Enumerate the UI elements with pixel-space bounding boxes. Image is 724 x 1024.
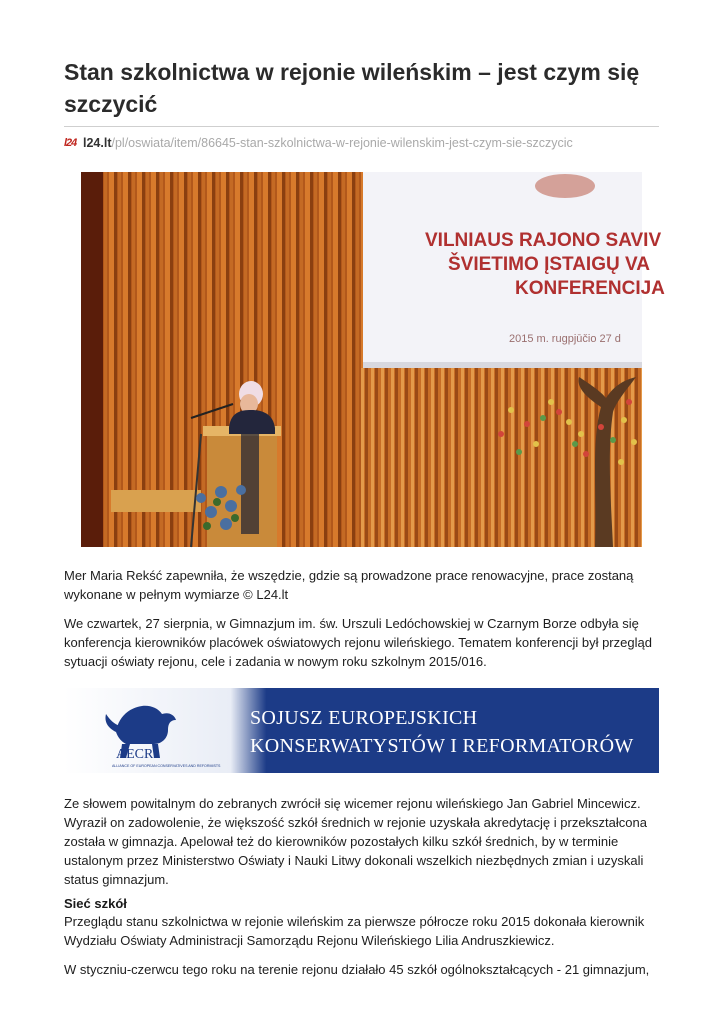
- screen-text-line2: ŠVIETIMO ĮSTAIGŲ VA: [448, 254, 650, 275]
- screen-date: 2015 m. rugpjūčio 27 d: [509, 333, 621, 345]
- source-line: [64, 134, 573, 152]
- paragraph-4: W styczniu-czerwcu tego roku na terenie rejonu działało 45 szkół ogólnokształcących - 21 gimnazjum,: [64, 962, 650, 977]
- aecr-logo-subtext: ALLIANCE OF EUROPEAN CONSERVATIVES AND REFORMISTS: [112, 764, 221, 768]
- aecr-logo-text: AECR: [116, 747, 154, 762]
- source-path: /pl/oswiata/item/86645-stan-szkolnictwa-w-rejonie-wilenskim-jest-czym-sie-szczycic: [111, 136, 573, 150]
- screen-text-line3: KONFERENCIJA: [515, 278, 665, 299]
- l24-logo-icon: l24: [64, 137, 77, 149]
- banner-line-1: SOJUSZ EUROPEJSKICH: [250, 707, 478, 729]
- paragraph-2: Ze słowem powitalnym do zebranych zwrócił się wicemer rejonu wileńskiego Jan Gabriel Mincewicz. Wyraził on zadowolenie, że większość szkół średnich w rejonie uzyskała akredytację i przekształcona została w gimnazja. Apelował też do kierowników pozostałych kilku szkół średnich, by w terminie ustalonym przez Ministerstwo Oświaty i Nauki Litwy dokonali wszelkich niezbędnych zmian i uzyskali status gimnazjum.: [64, 796, 647, 887]
- photo-caption: Mer Maria Rekść zapewniła, że wszędzie, gdzie są prowadzone prace renowacyjne, prace zostaną wykonane w pełnym wymiarze © L24.lt: [64, 568, 634, 602]
- paragraph-1: We czwartek, 27 sierpnia, w Gimnazjum im. św. Urszuli Ledóchowskiej w Czarnym Borze odbyła się konferencja kierowników placówek oświatowych rejonu wileńskiego. Tematem konferencji był przegląd sytuacji oświaty rejonu, cele i zadania w nowym roku szkolnym 2015/016.: [64, 616, 652, 669]
- article-title: Stan szkolnictwa w rejonie wileńskim – jest czym się szczycić: [64, 59, 640, 117]
- section-heading: Sieć szkół: [64, 896, 127, 911]
- aecr-banner[interactable]: [64, 688, 659, 773]
- banner-line-2: KONSERWATYSTÓW I REFORMATORÓW: [250, 735, 634, 757]
- title-divider: [64, 126, 659, 127]
- source-domain-link[interactable]: l24.lt: [83, 136, 112, 150]
- screen-text-line1: VILNIAUS RAJONO SAVIV: [425, 230, 662, 251]
- paragraph-3: Przeglądu stanu szkolnictwa w rejonie wileńskim za pierwsze półrocze roku 2015 dokonała kierownik Wydziału Oświaty Administracji Samorządu Rejonu Wileńskiego Lilia Andruszkiewicz.: [64, 914, 645, 948]
- conference-photo: [81, 172, 665, 547]
